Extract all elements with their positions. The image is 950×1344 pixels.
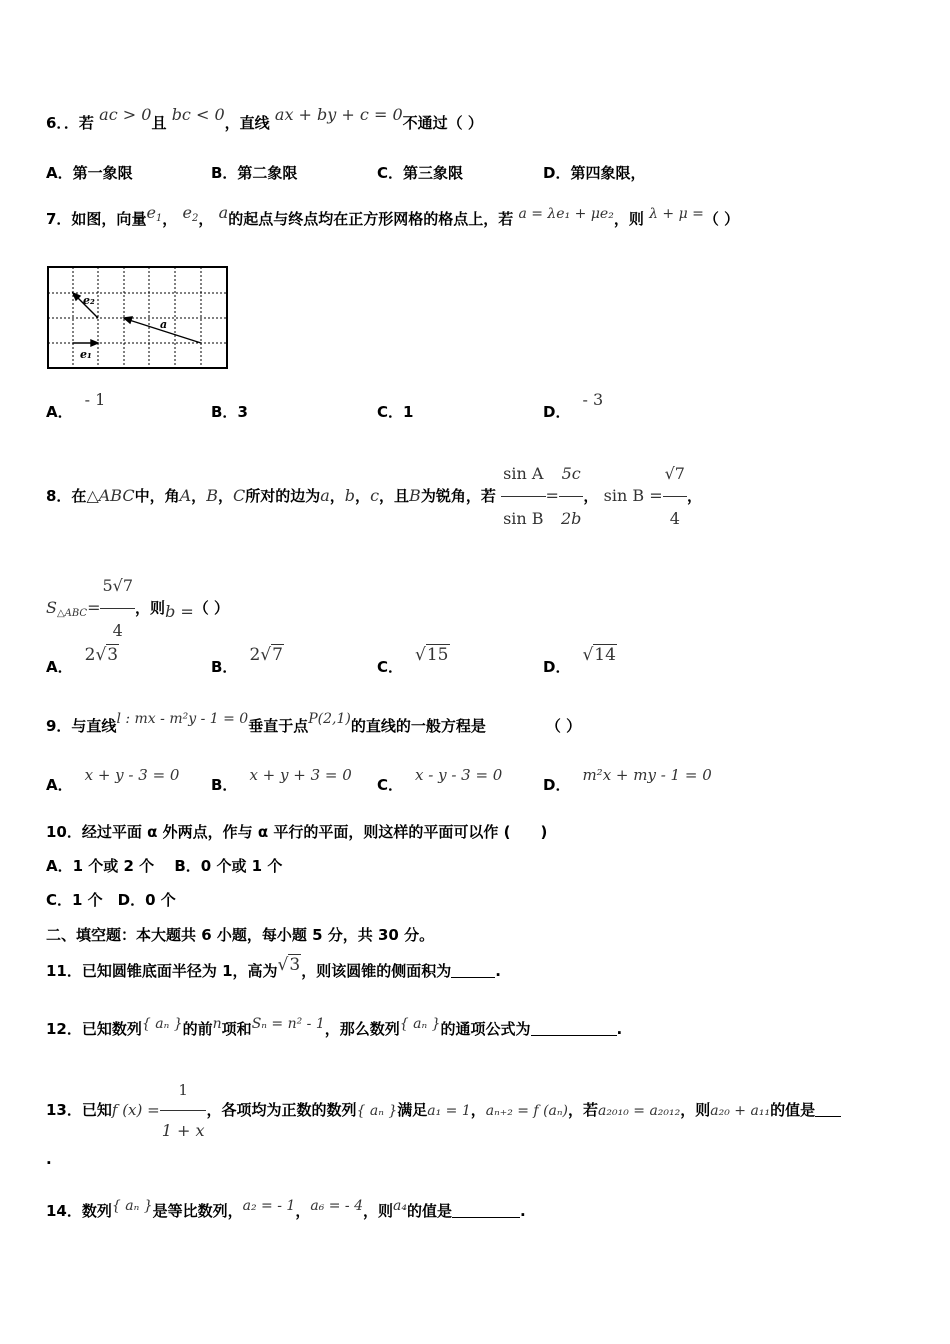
q14-answer-blank[interactable] bbox=[452, 1203, 520, 1218]
grid-lines bbox=[48, 267, 227, 368]
q7-option-a[interactable]: A．- 1 bbox=[46, 390, 106, 421]
vector-a-head bbox=[124, 317, 132, 323]
q7-option-d[interactable]: D．- 3 bbox=[543, 390, 604, 421]
q8-option-b[interactable]: B．2√7 bbox=[211, 645, 283, 676]
q7-option-c[interactable]: C．1 bbox=[377, 403, 414, 421]
q8-option-d[interactable]: D．√14 bbox=[543, 645, 616, 676]
fraction-5sqrt7-4: $\frac{5√7}{4}$ bbox=[100, 564, 135, 653]
q8-stem: 8．在△ABC中，角A，B，C所对的边为a，b，c，且B为锐角，若 $\frac{\text{sin A}}{\text{sin B}}$ = $\frac{5c}{2b}$ ， sin B = $\frac{√7}{4}$ ， bbox=[46, 452, 702, 541]
q10-options-row1[interactable]: A．1 个或 2 个 B．0 个或 1 个 bbox=[46, 857, 283, 875]
q11-answer-blank[interactable] bbox=[451, 963, 495, 978]
q6-option-a[interactable]: A．第一象限 bbox=[46, 164, 133, 182]
q6-stem: 6．．若 ac > 0且 bc < 0，直线 ax + by + c = 0不通过（ ） bbox=[46, 105, 483, 132]
q6-option-b[interactable]: B．第二象限 bbox=[211, 164, 298, 182]
q8-option-c[interactable]: C．√15 bbox=[377, 645, 449, 676]
vector-grid-figure bbox=[47, 266, 229, 370]
q10-options-row2[interactable]: C．1 个 D．0 个 bbox=[46, 891, 176, 909]
label-e2: e₂ bbox=[83, 294, 95, 307]
q6-option-d[interactable]: D．第四象限， bbox=[543, 164, 646, 182]
q14-stem: 14．数列{ aₙ }是等比数列，a₂ = - 1，a₆ = - 4，则a₄的值是 . bbox=[46, 1198, 526, 1220]
q6-option-c[interactable]: C．第三象限 bbox=[377, 164, 464, 182]
q13-answer-blank[interactable] bbox=[815, 1102, 841, 1117]
q8-option-a[interactable]: A．2√3 bbox=[46, 645, 119, 676]
q13-stem: 13．已知f (x) = $\frac{1}{1 + x}$ ，各项均为正数的数列{ aₙ }满足a₁ = 1，aₙ₊₂ = f (aₙ)，若a₂₀₁₀ = a₂₀₁₂，则a₂₀ + a₁₁的值是 bbox=[46, 1070, 841, 1151]
q10-stem: 10．经过平面 α 外两点，作与 α 平行的平面，则这样的平面可以作 ( ) bbox=[46, 823, 548, 841]
q12-answer-blank[interactable] bbox=[531, 1021, 617, 1036]
fraction-5c-2b: $\frac{5c}{2b}$ bbox=[559, 452, 583, 541]
q13-stem-end: . bbox=[46, 1150, 52, 1168]
q7-option-b[interactable]: B．3 bbox=[211, 403, 248, 421]
section-heading-fill-in: 二、填空题：本大题共 6 小题，每小题 5 分，共 30 分。 bbox=[46, 926, 435, 944]
q7-stem: 7．如图，向量$e_1$， $e_2$， a的起点与终点均在正方形网格的格点上，若 a = λe₁ + μe₂，则 λ + μ =（ ） bbox=[46, 203, 740, 228]
fraction-1-over-1-plus-x: $\frac{1}{1 + x}$ bbox=[160, 1070, 207, 1151]
fraction-sinA-sinB: $\frac{\text{sin A}}{\text{sin B}}$ bbox=[501, 452, 545, 541]
vector-e1-head bbox=[91, 340, 98, 346]
q9-option-a[interactable]: A．x + y - 3 = 0 bbox=[46, 766, 180, 794]
fraction-sqrt7-4: $\frac{√7}{4}$ bbox=[663, 452, 687, 541]
q11-stem: 11．已知圆锥底面半径为 1，高为√3，则该圆锥的侧面积为 . bbox=[46, 955, 501, 980]
q9-option-b[interactable]: B．x + y + 3 = 0 bbox=[211, 766, 352, 794]
label-e1: e₁ bbox=[80, 348, 92, 361]
label-a: a bbox=[160, 318, 168, 331]
q8-stem-area: $S_{\triangle ABC}=$ $\frac{5√7}{4}$ ，则b =（ ） bbox=[46, 564, 229, 653]
q9-stem: 9．与直线l : mx - m²y - 1 = 0垂直于点P(2,1)的直线的一般方程是 （ ） bbox=[46, 711, 582, 735]
q9-option-d[interactable]: D．m²x + my - 1 = 0 bbox=[543, 766, 712, 794]
q9-option-c[interactable]: C．x - y - 3 = 0 bbox=[377, 766, 503, 794]
q12-stem: 12．已知数列{ aₙ }的前n项和Sₙ = n² - 1，那么数列{ aₙ }的通项公式为 . bbox=[46, 1016, 623, 1038]
